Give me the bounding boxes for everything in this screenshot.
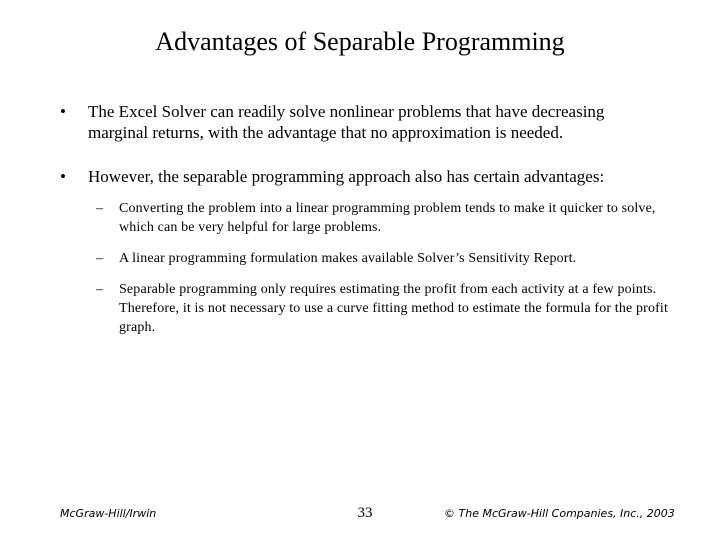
- sub-bullet-item: [96, 199, 676, 237]
- footer-publisher: McGraw-Hill/Irwin: [60, 507, 157, 520]
- page-number: 33: [357, 505, 373, 521]
- sub-bullet-text: Converting the problem into a linear programming problem tends to make it quicker to solve, which can be very helpful for large problems.: [119, 201, 656, 235]
- footer-copyright: © The McGraw-Hill Companies, Inc., 2003: [444, 507, 675, 520]
- sub-bullet-marker: –: [96, 201, 104, 216]
- slide-title: Advantages of Separable Programming: [155, 27, 565, 56]
- sub-bullet-text: Separable programming only requires estimating the profit from each activity at a few points. Therefore, it is not necessary to use a curve fitting method to estimate the formula for the profit graph.: [119, 282, 669, 335]
- sub-bullet-item: [96, 249, 676, 268]
- bullet-item: [60, 101, 660, 143]
- sub-bullet-text: A linear programming formulation makes available Solver’s Sensitivity Report.: [119, 251, 577, 266]
- sub-bullet-item: [96, 280, 676, 337]
- sub-bullet-marker: –: [96, 251, 104, 266]
- bullet-item: [60, 166, 660, 187]
- sub-bullet-marker: –: [96, 282, 104, 297]
- bullet-marker: •: [60, 102, 66, 121]
- bullet-marker: •: [60, 167, 66, 186]
- bullet-text: The Excel Solver can readily solve nonlinear problems that have decreasing marginal returns, with the advantage that no approximation is needed.: [88, 102, 605, 142]
- bullet-text: However, the separable programming approach also has certain advantages:: [88, 167, 605, 186]
